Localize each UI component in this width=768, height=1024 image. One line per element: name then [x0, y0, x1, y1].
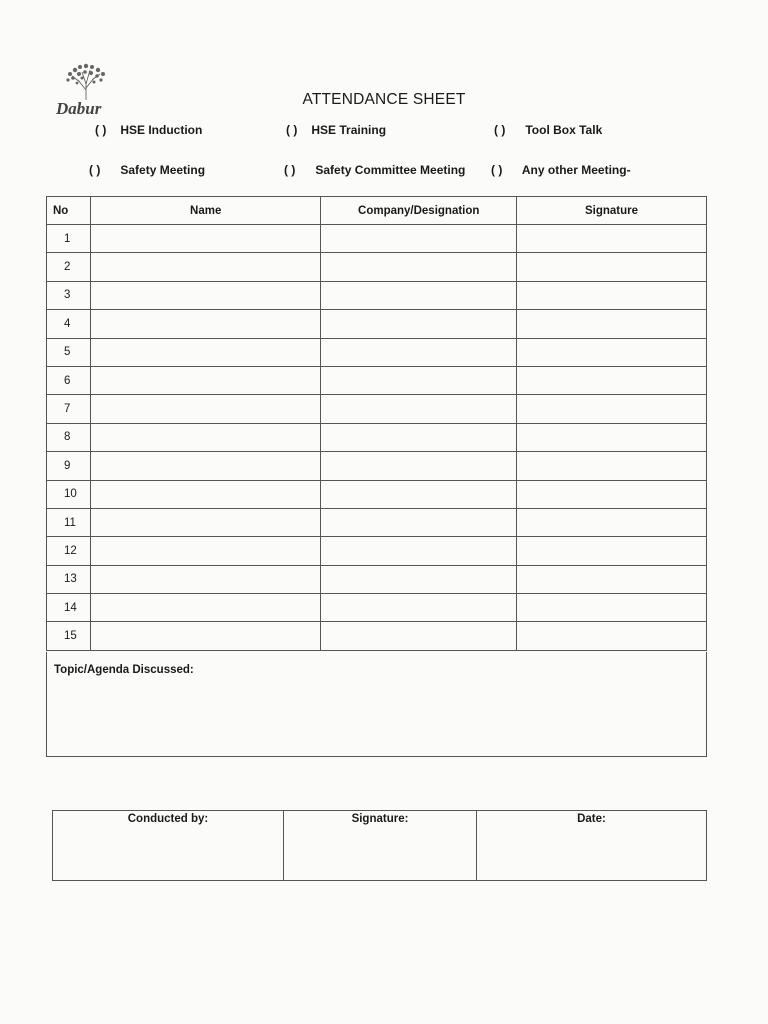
table-row: [47, 366, 707, 394]
row-number: 13: [47, 565, 91, 593]
date-field[interactable]: [477, 811, 707, 881]
signature-cell[interactable]: [516, 310, 706, 338]
table-row: [47, 452, 707, 480]
row-number: 6: [47, 366, 91, 394]
name-cell[interactable]: [90, 622, 321, 650]
header-name: Name: [90, 197, 321, 225]
name-cell[interactable]: [90, 452, 321, 480]
table-row: [47, 225, 707, 253]
company-designation-cell[interactable]: [321, 310, 516, 338]
checkbox-paren[interactable]: ( ): [494, 123, 506, 137]
company-designation-cell[interactable]: [321, 281, 516, 309]
attendance-table: [46, 196, 707, 651]
conducted-by-field[interactable]: [53, 811, 284, 881]
checkbox-paren[interactable]: ( ): [491, 163, 503, 177]
table-row: [47, 281, 707, 309]
option-tool-box-talk[interactable]: [494, 123, 602, 137]
signature-cell[interactable]: [516, 225, 706, 253]
signature-cell[interactable]: [516, 480, 706, 508]
row-number: 8: [47, 423, 91, 451]
row-number: 3: [47, 281, 91, 309]
company-designation-cell[interactable]: [321, 594, 516, 622]
name-cell[interactable]: [90, 366, 321, 394]
row-number: 15: [47, 622, 91, 650]
company-designation-cell[interactable]: [321, 622, 516, 650]
table-row: [47, 253, 707, 281]
option-hse-induction[interactable]: [95, 123, 202, 137]
option-safety-meeting[interactable]: [89, 163, 205, 177]
row-number: 11: [47, 508, 91, 536]
company-designation-cell[interactable]: [321, 565, 516, 593]
checkbox-paren[interactable]: ( ): [286, 123, 298, 137]
table-row: [47, 622, 707, 650]
name-cell[interactable]: [90, 281, 321, 309]
signature-field[interactable]: [284, 811, 477, 881]
row-number: 2: [47, 253, 91, 281]
table-row: [47, 423, 707, 451]
name-cell[interactable]: [90, 395, 321, 423]
checkbox-paren[interactable]: ( ): [284, 163, 296, 177]
signature-cell[interactable]: [516, 281, 706, 309]
name-cell[interactable]: [90, 508, 321, 536]
table-row: [47, 310, 707, 338]
signature-cell[interactable]: [516, 253, 706, 281]
table-row: [47, 395, 707, 423]
table-row: [47, 565, 707, 593]
table-row: [47, 480, 707, 508]
company-designation-cell[interactable]: [321, 225, 516, 253]
header-company-designation: Company/Designation: [321, 197, 516, 225]
svg-text:Dabur: Dabur: [56, 99, 102, 118]
row-number: 1: [47, 225, 91, 253]
signature-label: Signature:: [351, 813, 409, 825]
row-number: 9: [47, 452, 91, 480]
signature-cell[interactable]: [516, 537, 706, 565]
option-label: HSE Induction: [120, 123, 203, 137]
option-label: HSE Training: [311, 123, 387, 137]
signature-cell[interactable]: [516, 423, 706, 451]
name-cell[interactable]: [90, 480, 321, 508]
company-designation-cell[interactable]: [321, 423, 516, 451]
company-designation-cell[interactable]: [321, 253, 516, 281]
signature-cell[interactable]: [516, 338, 706, 366]
row-number: 5: [47, 338, 91, 366]
header-no: No: [47, 197, 91, 225]
agenda-box[interactable]: [46, 652, 707, 757]
company-designation-cell[interactable]: [321, 366, 516, 394]
table-header-row: [47, 197, 707, 225]
option-hse-training[interactable]: [286, 123, 386, 137]
name-cell[interactable]: [90, 225, 321, 253]
signature-cell[interactable]: [516, 508, 706, 536]
name-cell[interactable]: [90, 537, 321, 565]
table-row: [47, 508, 707, 536]
table-row: [47, 594, 707, 622]
name-cell[interactable]: [90, 310, 321, 338]
name-cell[interactable]: [90, 594, 321, 622]
signature-cell[interactable]: [516, 395, 706, 423]
header-signature: Signature: [516, 197, 706, 225]
company-designation-cell[interactable]: [321, 508, 516, 536]
company-designation-cell[interactable]: [321, 452, 516, 480]
date-label: Date:: [577, 813, 606, 825]
option-label: Safety Committee Meeting: [315, 163, 466, 177]
checkbox-paren[interactable]: ( ): [89, 163, 101, 177]
signature-cell[interactable]: [516, 452, 706, 480]
row-number: 14: [47, 594, 91, 622]
company-designation-cell[interactable]: [321, 338, 516, 366]
signature-cell[interactable]: [516, 622, 706, 650]
option-label: Tool Box Talk: [525, 123, 603, 137]
row-number: 12: [47, 537, 91, 565]
checkbox-paren[interactable]: ( ): [95, 123, 107, 137]
row-number: 4: [47, 310, 91, 338]
option-any-other-meeting[interactable]: [491, 163, 631, 177]
footer-table: [52, 810, 707, 881]
name-cell[interactable]: [90, 423, 321, 451]
dabur-logo: [50, 60, 120, 120]
row-number: 7: [47, 395, 91, 423]
conducted-by-label: Conducted by:: [127, 813, 209, 825]
row-number: 10: [47, 480, 91, 508]
signature-cell[interactable]: [516, 594, 706, 622]
company-designation-cell[interactable]: [321, 395, 516, 423]
company-designation-cell[interactable]: [321, 537, 516, 565]
table-row: [47, 537, 707, 565]
option-safety-committee-meeting[interactable]: [284, 163, 465, 177]
name-cell[interactable]: [90, 338, 321, 366]
signature-cell[interactable]: [516, 366, 706, 394]
page-title: ATTENDANCE SHEET: [302, 91, 466, 108]
agenda-label: Topic/Agenda Discussed:: [54, 664, 194, 676]
signature-cell[interactable]: [516, 565, 706, 593]
name-cell[interactable]: [90, 253, 321, 281]
company-designation-cell[interactable]: [321, 480, 516, 508]
name-cell[interactable]: [90, 565, 321, 593]
table-row: [47, 338, 707, 366]
option-label: Any other Meeting-: [521, 163, 631, 177]
option-label: Safety Meeting: [120, 163, 206, 177]
